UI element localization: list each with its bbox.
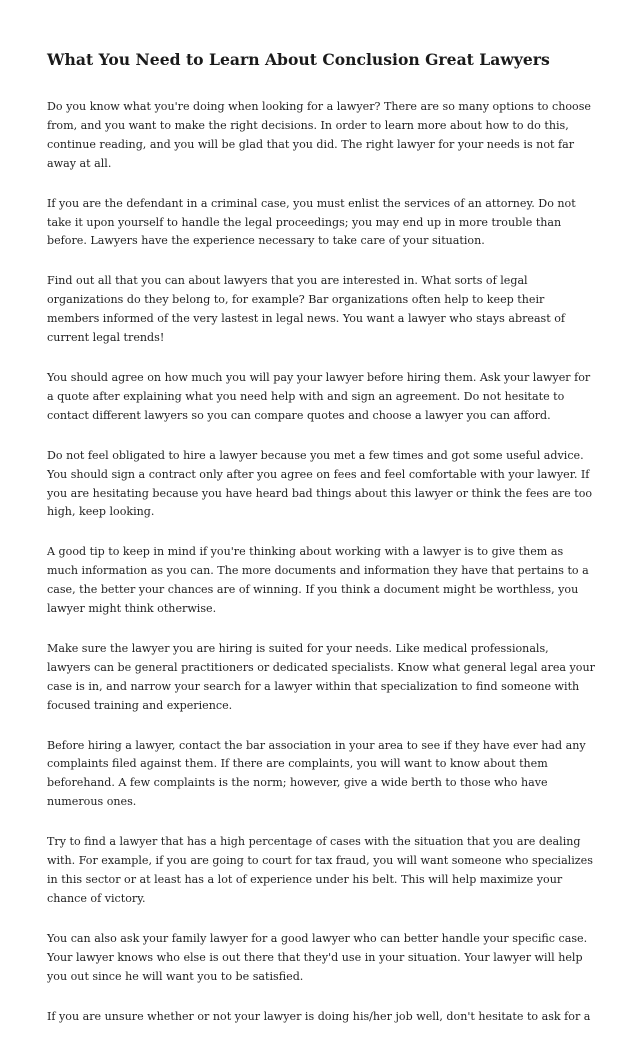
paragraph-intro: Do you know what you're doing when looking for a lawyer? There are so many options to choose from, and you want to make the right decisions. In order to learn more about how to do this, continue reading, and you will be glad that you did. The right lawyer for your needs is not far away at all. (47, 100, 591, 170)
document-title: What You Need to Learn About Conclusion Great Lawyers (47, 50, 550, 69)
paragraph-bar-association: Before hiring a lawyer, contact the bar association in your area to see if they have ever had any complaints filed against them. If there are complaints, you will want to know about them beforehand. A few complaints is the norm; however, give a wide berth to those who have numerous ones. (47, 738, 586, 809)
paragraph-case-percentage: Try to find a lawyer that has a high percentage of cases with the situation that you are dealing with. For example, if you are going to court for tax fraud, you will want someone who specializes in this sector or at least has a lot of experience under his belt. This will help maximize your chance of victory. (47, 835, 593, 905)
document-page (47, 49, 595, 1047)
paragraph-not-obligated: Do not feel obligated to hire a lawyer because you met a few times and got some useful advice. You should sign a contract only after you agree on fees and feel comfortable with your lawyer. If you are hesitating because you have heard bad things about this lawyer or think the fees are too high, keep looking. (47, 448, 593, 519)
paragraph-unsure-lawyer: If you are unsure whether or not your lawyer is doing his/her job well, don't hesitate to ask for a (47, 1009, 591, 1023)
paragraph-family-lawyer: You can also ask your family lawyer for a good lawyer who can better handle your specific case. Your lawyer knows who else is out there that they'd use in your situation. Your lawyer will help you out since he will want you to be satisfied. (47, 931, 588, 983)
paragraph-criminal-case: If you are the defendant in a criminal case, you must enlist the services of an attorney. Do not take it upon yourself to handle the legal proceedings; you may end up in more trouble than before. Lawyers have the experience necessary to take care of your situation. (47, 196, 576, 248)
paragraph-share-information: A good tip to keep in mind if you're thinking about working with a lawyer is to give them as much information as you can. The more documents and information they have that pertains to a case, the better your chances are of winning. If you think a document might be worthless, you lawyer might think otherwise. (47, 545, 589, 616)
paragraph-research-lawyers: Find out all that you can about lawyers that you are interested in. What sorts of legal organizations do they belong to, for example? Bar organizations often help to keep their members informed of the very lastest in legal news. You want a lawyer who stays abreast of current legal trends! (47, 274, 566, 345)
paragraph-suited-for-needs: Make sure the lawyer you are hiring is suited for your needs. Like medical professionals, lawyers can be general practitioners or dedicated specialists. Know what general legal area your case is in, and narrow your search for a lawyer within that specialization to find someone with focused training and experience. (47, 641, 595, 712)
paragraph-agree-on-fees: You should agree on how much you will pay your lawyer before hiring them. Ask your lawyer for a quote after explaining what you need help with and sign an agreement. Do not hesitate to contact different lawyers so you can compare quotes and choose a lawyer you can afford. (47, 370, 591, 422)
